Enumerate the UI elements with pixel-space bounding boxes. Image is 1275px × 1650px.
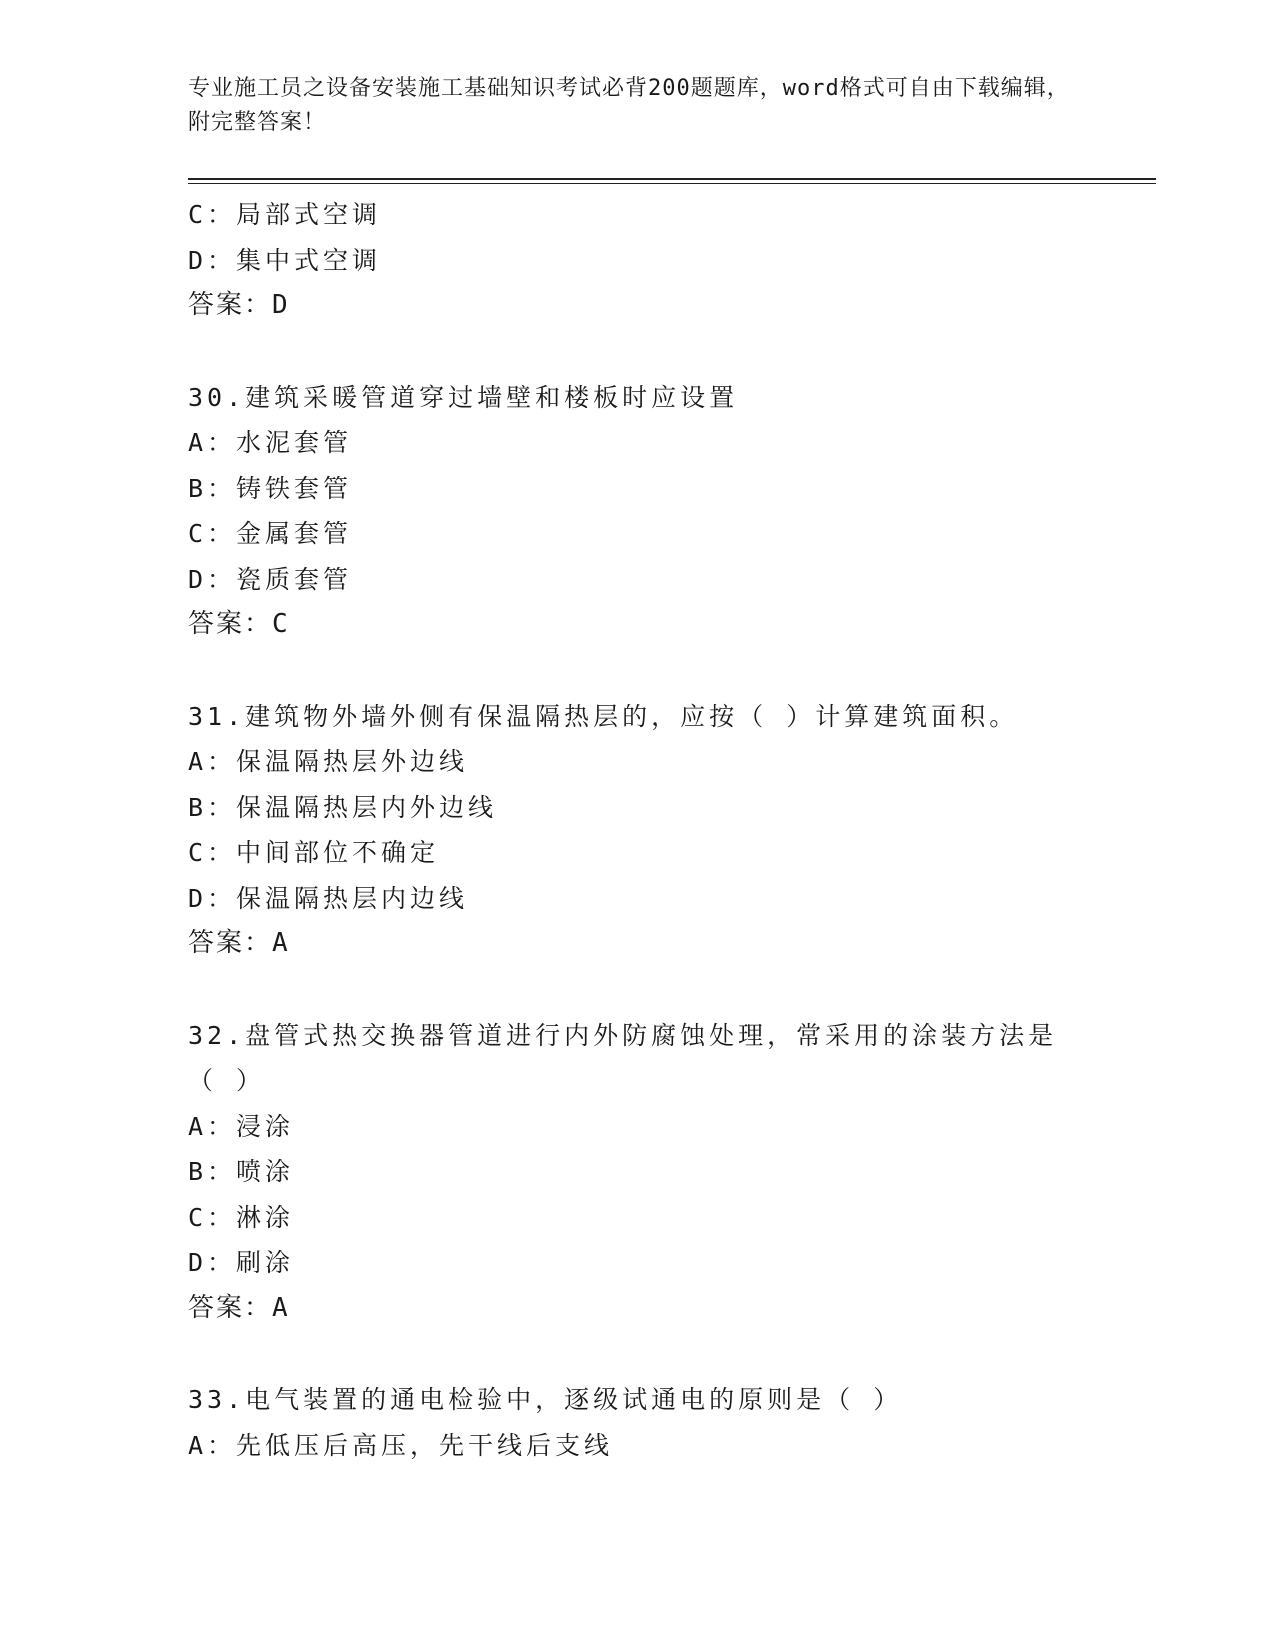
option-a: A：浸涂 — [188, 1111, 295, 1141]
header-divider-thick — [188, 178, 1156, 180]
option-c: C：局部式空调 — [188, 200, 382, 229]
question-block — [188, 1377, 1088, 1468]
answer-line: 答案：A — [188, 928, 290, 958]
question-block-continued — [188, 192, 1088, 329]
option-d: D：集中式空调 — [188, 245, 382, 275]
answer-line: 答案：C — [188, 609, 290, 639]
spacer — [188, 1331, 1088, 1377]
option-c: C：淋涂 — [188, 1202, 295, 1232]
option-b: B：保温隔热层内外边线 — [188, 792, 498, 822]
spacer — [188, 648, 1088, 694]
question-text: 30.建筑采暖管道穿过墙壁和楼板时应设置 — [188, 382, 739, 412]
question-text: 33.电气装置的通电检验中，逐级试通电的原则是（ ） — [188, 1385, 903, 1414]
spacer — [188, 967, 1088, 1013]
header-divider-thin — [188, 183, 1156, 184]
question-list — [188, 192, 1088, 1468]
question-block — [188, 1013, 1088, 1332]
option-a: A：水泥套管 — [188, 428, 353, 457]
option-d: D：刷涂 — [188, 1248, 295, 1277]
answer-line: 答案：A — [188, 1292, 290, 1323]
question-block — [188, 694, 1088, 967]
question-text: 31.建筑物外墙外侧有保温隔热层的，应按（ ）计算建筑面积。 — [188, 701, 1019, 731]
option-c: C：中间部位不确定 — [188, 838, 440, 867]
spacer — [188, 329, 1088, 375]
answer-line: 答案：D — [188, 290, 290, 320]
question-text: 32.盘管式热交换器管道进行内外防腐蚀处理，常采用的涂装方法是（ ） — [188, 1020, 1058, 1095]
option-c: C：金属套管 — [188, 519, 353, 548]
document-header: 专业施工员之设备安装施工基础知识考试必背200题题库，word格式可自由下载编辑，附完整答案！ — [188, 76, 1070, 135]
option-d: D：保温隔热层内边线 — [188, 883, 469, 913]
option-b: B：喷涂 — [188, 1157, 295, 1186]
question-block — [188, 375, 1088, 648]
option-a: A：先低压后高压，先干线后支线 — [188, 1430, 614, 1460]
option-d: D：瓷质套管 — [188, 564, 353, 594]
option-b: B：铸铁套管 — [188, 473, 353, 503]
option-a: A：保温隔热层外边线 — [188, 747, 469, 776]
